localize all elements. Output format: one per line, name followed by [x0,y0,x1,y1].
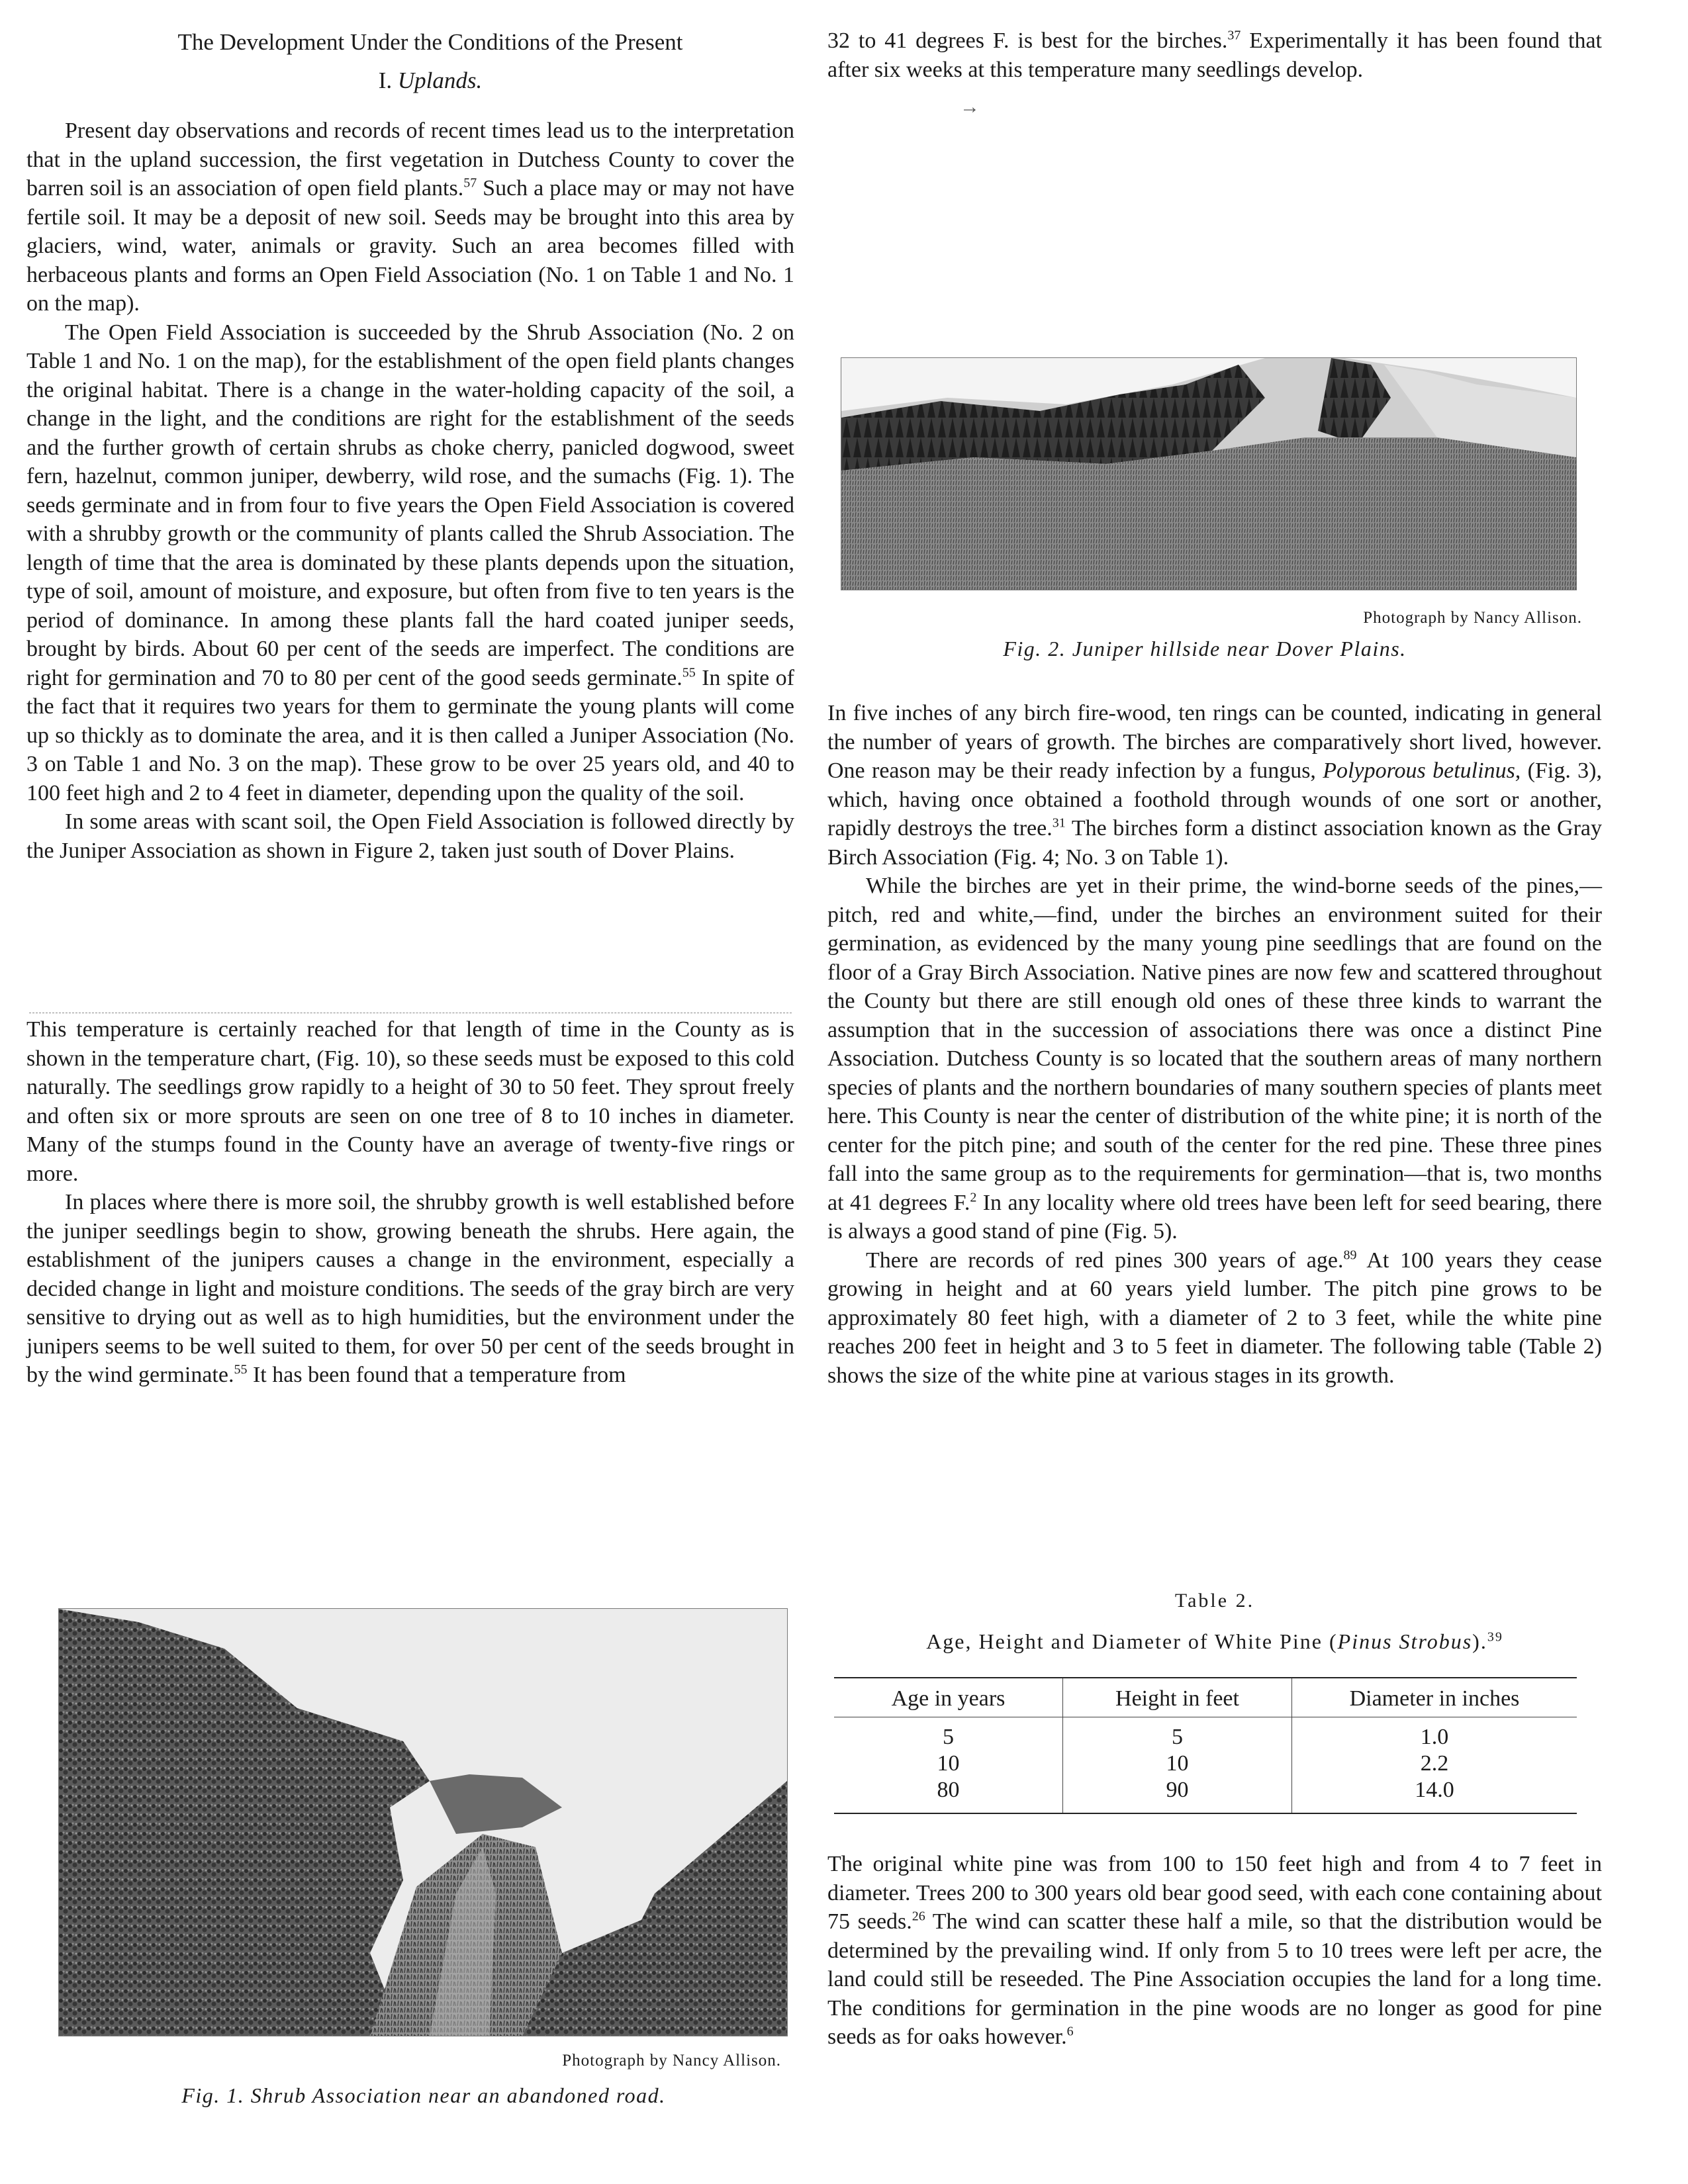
fungus-name: Polyporous betulinus, [1323,758,1521,783]
cell-diameter: 2.2 [1292,1751,1577,1777]
footnote-ref: 6 [1066,2024,1074,2039]
fig2-credit: Photograph by Nancy Allison. [1363,609,1582,627]
paragraph-pines: While the birches are yet in their prime, the wind-borne seeds of the pines,—pitch, red and white,—find, under the birches an environment suited for their germination, as evidenced by the many young pine seedlings that are found on the floor of a Gray Birch Association. Native pines are now few and scattered throughout the County but there are still enough old ones of these three kinds to warrant the assumption that in the succession of associations there was once a distinct Pine Association. Dutchess County is so located that the southern areas of many northern species of plants and the northern boundaries of many southern species of plants meet here. This County is near the center of distribution of the white pine; it is north of the center for the pitch pine; and south of the center for the red pine. These three pines fall into the same group as to the requirements for germination—that is, two months at 41 degrees F.$^2$ In any locality where old trees have been left for seed bearing, there is always a good stand of pine (Fig. 5). [827,874,1602,1244]
left-text-lower [26,1015,794,1390]
header-diameter: Diameter in inches [1292,1678,1577,1717]
fig1-photo [58,1608,788,2036]
footnote-ref: 37 [1227,28,1241,43]
footnote-ref: 2 [970,1190,977,1205]
paragraph-open-field: Present day observations and records of recent times lead us to the interpretation that in the upland succession, the first vegetation in Dutchess County to cover the barren soil is an association of open field plants.$^{57}$ Such a place may or may not have fertile soil. It may be a deposit of new soil. Seeds may be brought into this area by glaciers, wind, water, animals or gravity. Such an area becomes filled with herbaceous plants and forms an Open Field Association (No. 1 on Table 1 and No. 1 on the map). [26,118,794,316]
table-title: Table 2. [1174,1590,1255,1612]
paragraph-original-white-pine: The original white pine was from 100 to 150 feet high and from 4 to 7 feet in diameter. Trees 200 to 300 years old bear good seed, with each cone containing about 75 seeds.$^{26}$ The wind can scatter these half a mile, so that the distribution would be determined by the prevailing wind. If only from 5 to 10 trees were left per acre, the land could still be reseeded. The Pine Association occupies the land for a long time. The conditions for germination in the pine woods are no longer as good for pine seeds as for oaks however.$^6$ [827,1852,1603,2049]
species-name: Pinus Strobus [1337,1629,1473,1653]
footnote-ref: 31 [1052,815,1066,831]
table-row [834,1751,1577,1777]
cell-age: 10 [937,1751,960,1776]
section-heading: The Development Under the Conditions of the Present [177,29,683,55]
shrub-road-image [59,1609,787,2036]
fig2-caption: Fig. 2. Juniper hillside near Dover Plains. [1003,637,1407,660]
juniper-hillside-image [841,358,1576,590]
footnote-ref: 39 [1487,1629,1503,1645]
cell-diameter: 14.0 [1292,1777,1577,1813]
footnote-ref: 55 [234,1362,248,1377]
cell-age: 5 [943,1725,954,1749]
paragraph-birch-rings: In five inches of any birch fire-wood, ten rings can be counted, indicating in general the number of years of growth. The birches are comparatively short lived, however. One reason may be their ready infection by a fungus, Polyporous betulinus, (Fig. 3), which, having once obtained a foothold through wounds of one sort or another, rapidly destroys the tree.$^{31}$ The birches form a distinct association known as the Gray Birch Association (Fig. 4; No. 3 on Table 1). [827,701,1602,870]
cell-diameter: 1.0 [1292,1717,1577,1751]
fig2-photo [841,357,1577,590]
footnote-ref: 26 [912,1909,925,1924]
fig1-caption: Fig. 1. Shrub Association near an abandoned road. [181,2083,666,2107]
cell-height: 90 [1063,1777,1292,1813]
header-age: Age in years [834,1678,1063,1717]
subheading-title: Uplands. [397,68,483,93]
header-height: Height in feet [1063,1678,1292,1717]
arrow-mark: → [960,96,980,118]
paragraph-shrub-association: The Open Field Association is succeeded by the Shrub Association (No. 2 on Table 1 and No. 1 on the map), for the establishment of the open field plants changes the original habitat. There is a change in the water-holding capacity of the soil, a change in the light, and the conditions are right for the establishment of the seeds and the further growth of certain shrubs as choke cherry, panicled dogwood, sweet fern, hazelnut, common juniper, dewberry, wild rose, and the sumachs (Fig. 1). The seeds germinate and in from four to five years the Open Field Association is covered with a shrubby growth or the community of plants called the Shrub Association. The length of time that the area is dominated by these plants depends upon the situation, type of soil, amount of moisture, and exposure, but often from five to ten years is the period of dominance. In among these plants fall the hard coated juniper seeds, brought by birds. About 60 per cent of the seeds are imperfect. The conditions are right for germination and 70 to 80 per cent of the good seeds germinate.$^{55}$ In spite of the fact that it requires two years for them to germinate the young plants will come up so thickly as to dominate the area, and it is then called a Juniper Association (No. 3 on Table 1 and No. 3 on the map). These grow to be over 25 years old, and 40 to 100 feet high and 2 to 4 feet in diameter, depending upon the quality of the soil. [26,320,794,805]
paragraph-red-pines: There are records of red pines 300 years of age.$^{89}$ At 100 years they cease growing in height and at 60 years yield lumber. The pitch pine grows to be approximately 80 feet high, with a diameter of 2 to 3 feet, while the white pine reaches 200 feet in height and 3 to 5 feet in diameter. The following table (Table 2) shows the size of the white pine at various stages in its growth. [827,1248,1603,1388]
white-pine-table [834,1677,1577,1814]
footnote-ref: 57 [463,175,477,191]
subheading-number: I. [378,68,393,93]
footnote-ref: 55 [682,665,696,680]
table-header-row [834,1678,1577,1717]
section-subheading [60,68,801,94]
table-row [834,1717,1577,1751]
paragraph-temperature: This temperature is certainly reached for that length of time in the County as is shown in the temperature chart, (Fig. 10), so these seeds must be exposed to this cold naturally. The seedlings grow rapidly to a height of 30 to 50 feet. They sprout freely and often six or more sprouts are seen on one tree of 8 to 10 inches in diameter. Many of the stumps found in the County have an average of twenty-five rings or more. [26,1017,794,1186]
cell-height: 10 [1063,1751,1292,1777]
footnote-ref: 89 [1343,1248,1357,1263]
right-text-main [827,699,1602,1390]
cell-age: 80 [937,1778,960,1802]
paragraph-scant-soil: In some areas with scant soil, the Open Field Association is followed directly by the Juniper Association as shown in Figure 2, taken just south of Dover Plains. [26,809,794,863]
paragraph-birch-temperature: 32 to 41 degrees F. is best for the birches.$^{37}$ Experimentally it has been found that after six weeks at this temperature many seedlings develop. [827,28,1602,82]
table-subtitle: Age, Height and Diameter of White Pine (Pinus Strobus).$^{39}$ [926,1629,1503,1653]
table-row [834,1777,1577,1813]
left-text-upper [26,116,794,865]
paragraph-more-soil: In places where there is more soil, the shrubby growth is well established before the juniper seedlings begin to show, growing beneath the shrubs. Here again, the establishment of the junipers causes a change in the environment, especially a decided change in light and moisture conditions. The seeds of the gray birch are very sensitive to drying out as well as to high humidities, but the environment under the junipers seems to be well suited to them, for over 50 per cent of the seeds brought in by the wind germinate.$^{55}$ It has been found that a temperature from [26,1190,794,1387]
cell-height: 5 [1063,1717,1292,1751]
fig1-credit: Photograph by Nancy Allison. [562,2052,781,2070]
